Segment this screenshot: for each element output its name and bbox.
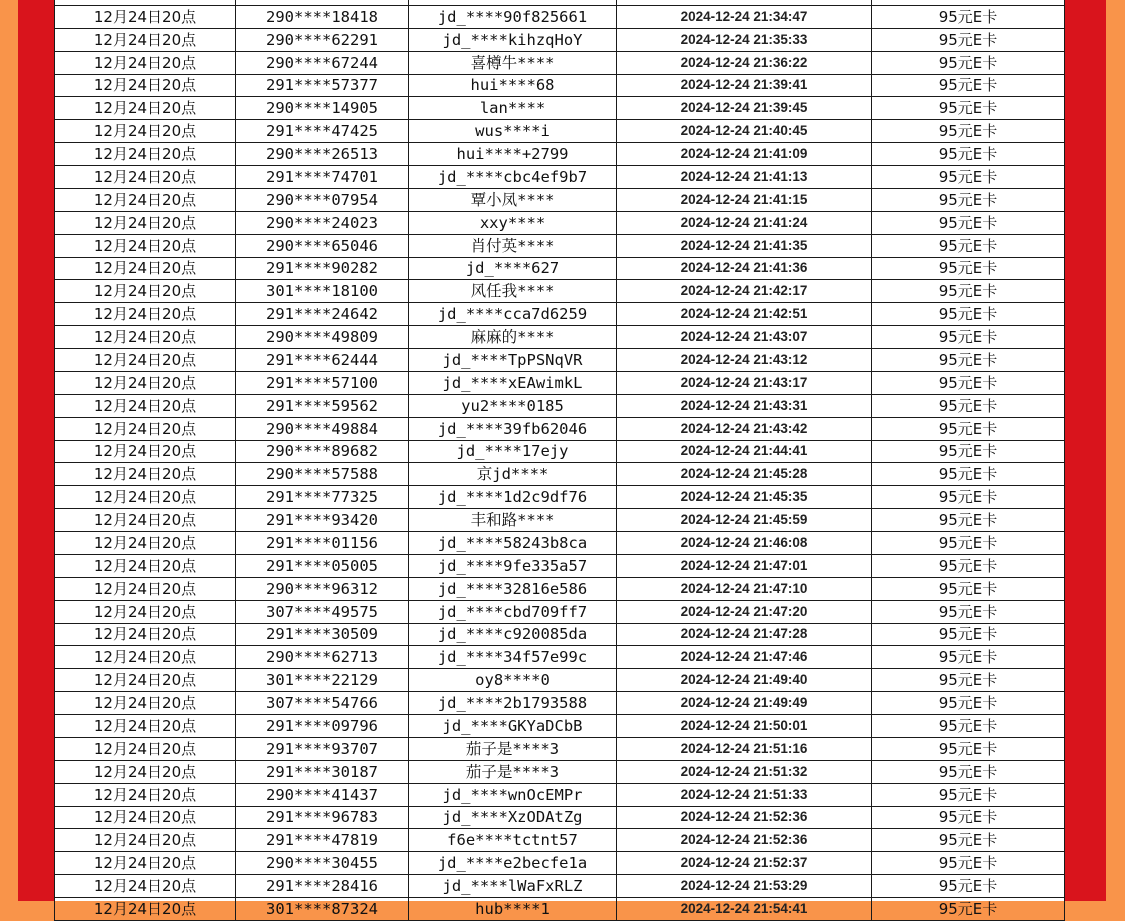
draw-date-cell: 12月24日20点 xyxy=(55,120,236,143)
draw-date-cell: 12月24日20点 xyxy=(55,28,236,51)
draw-date-cell: 12月24日20点 xyxy=(55,188,236,211)
table-row xyxy=(55,669,1065,692)
win-time-cell: 2024-12-24 21:39:41 xyxy=(617,74,872,97)
draw-date-cell: 12月24日20点 xyxy=(55,715,236,738)
username-cell: hui****+2799 xyxy=(409,143,617,166)
table-row xyxy=(55,486,1065,509)
win-time-cell: 2024-12-24 21:47:20 xyxy=(617,600,872,623)
username-cell: jd_****17ejy xyxy=(409,440,617,463)
phone-cell: 291****62444 xyxy=(236,349,409,372)
win-time-cell: 2024-12-24 21:39:45 xyxy=(617,97,872,120)
win-time-cell: 2024-12-24 21:52:37 xyxy=(617,852,872,875)
table-row xyxy=(55,143,1065,166)
phone-cell: 290****49809 xyxy=(236,326,409,349)
draw-date-cell: 12月24日20点 xyxy=(55,532,236,555)
username-cell: jd_****lWaFxRLZ xyxy=(409,875,617,898)
username-cell: 风任我**** xyxy=(409,280,617,303)
win-time-cell: 2024-12-24 21:35:33 xyxy=(617,28,872,51)
username-cell: xxy**** xyxy=(409,211,617,234)
win-time-cell: 2024-12-24 21:50:01 xyxy=(617,715,872,738)
win-time-cell: 2024-12-24 21:53:29 xyxy=(617,875,872,898)
username-cell: wus****i xyxy=(409,120,617,143)
username-cell: jd_****9fe335a57 xyxy=(409,554,617,577)
prize-cell: 95元E卡 xyxy=(872,760,1065,783)
username-cell: jd_****cbc4ef9b7 xyxy=(409,166,617,189)
win-time-cell: 2024-12-24 21:51:16 xyxy=(617,737,872,760)
prize-cell: 95元E卡 xyxy=(872,120,1065,143)
prize-cell: 95元E卡 xyxy=(872,669,1065,692)
prize-cell: 95元E卡 xyxy=(872,623,1065,646)
phone-cell: 307****49575 xyxy=(236,600,409,623)
win-time-cell: 2024-12-24 21:52:36 xyxy=(617,829,872,852)
draw-date-cell: 12月24日20点 xyxy=(55,303,236,326)
draw-date-cell: 12月24日20点 xyxy=(55,669,236,692)
table-row xyxy=(55,28,1065,51)
win-time-cell: 2024-12-24 21:46:08 xyxy=(617,532,872,555)
table-row xyxy=(55,806,1065,829)
draw-date-cell: 12月24日20点 xyxy=(55,737,236,760)
phone-cell: 291****57100 xyxy=(236,371,409,394)
winner-table xyxy=(54,0,1065,921)
prize-cell: 95元E卡 xyxy=(872,646,1065,669)
prize-cell: 95元E卡 xyxy=(872,440,1065,463)
username-cell: jd_****kihzqHoY xyxy=(409,28,617,51)
prize-cell: 95元E卡 xyxy=(872,28,1065,51)
draw-date-cell: 12月24日20点 xyxy=(55,166,236,189)
table-row xyxy=(55,326,1065,349)
draw-date-cell: 12月24日20点 xyxy=(55,51,236,74)
username-cell: jd_****c920085da xyxy=(409,623,617,646)
prize-cell: 95元E卡 xyxy=(872,303,1065,326)
prize-cell: 95元E卡 xyxy=(872,852,1065,875)
draw-date-cell: 12月24日20点 xyxy=(55,509,236,532)
table-row xyxy=(55,852,1065,875)
table-row xyxy=(55,97,1065,120)
prize-cell: 95元E卡 xyxy=(872,577,1065,600)
win-time-cell: 2024-12-24 21:45:28 xyxy=(617,463,872,486)
phone-cell: 290****65046 xyxy=(236,234,409,257)
phone-cell: 290****89682 xyxy=(236,440,409,463)
win-time-cell: 2024-12-24 21:42:17 xyxy=(617,280,872,303)
prize-cell: 95元E卡 xyxy=(872,74,1065,97)
win-time-cell: 2024-12-24 21:43:17 xyxy=(617,371,872,394)
username-cell: jd_****cca7d6259 xyxy=(409,303,617,326)
prize-cell: 95元E卡 xyxy=(872,257,1065,280)
username-cell: jd_****39fb62046 xyxy=(409,417,617,440)
phone-cell: 291****57377 xyxy=(236,74,409,97)
phone-cell: 291****30509 xyxy=(236,623,409,646)
username-cell: jd_****90f825661 xyxy=(409,5,617,28)
prize-cell: 95元E卡 xyxy=(872,463,1065,486)
table-row xyxy=(55,554,1065,577)
win-time-cell: 2024-12-24 21:34:47 xyxy=(617,5,872,28)
draw-date-cell: 12月24日20点 xyxy=(55,806,236,829)
username-cell: 覃小凤**** xyxy=(409,188,617,211)
table-row xyxy=(55,898,1065,921)
table-row xyxy=(55,440,1065,463)
phone-cell: 301****22129 xyxy=(236,669,409,692)
username-cell: jd_****TpPSNqVR xyxy=(409,349,617,372)
table-row xyxy=(55,51,1065,74)
win-time-cell: 2024-12-24 21:47:10 xyxy=(617,577,872,600)
phone-cell: 290****62713 xyxy=(236,646,409,669)
username-cell: 茄子是****3 xyxy=(409,737,617,760)
phone-cell: 301****18100 xyxy=(236,280,409,303)
prize-cell: 95元E卡 xyxy=(872,783,1065,806)
prize-cell: 95元E卡 xyxy=(872,326,1065,349)
win-time-cell: 2024-12-24 21:41:35 xyxy=(617,234,872,257)
username-cell: 肖付英**** xyxy=(409,234,617,257)
win-time-cell: 2024-12-24 21:45:59 xyxy=(617,509,872,532)
table-row xyxy=(55,463,1065,486)
win-time-cell: 2024-12-24 21:41:36 xyxy=(617,257,872,280)
draw-date-cell: 12月24日20点 xyxy=(55,875,236,898)
table-row xyxy=(55,394,1065,417)
draw-date-cell: 12月24日20点 xyxy=(55,257,236,280)
table-row xyxy=(55,5,1065,28)
win-time-cell: 2024-12-24 21:52:36 xyxy=(617,806,872,829)
prize-cell: 95元E卡 xyxy=(872,188,1065,211)
phone-cell: 290****57588 xyxy=(236,463,409,486)
draw-date-cell: 12月24日20点 xyxy=(55,623,236,646)
win-time-cell: 2024-12-24 21:43:31 xyxy=(617,394,872,417)
win-time-cell: 2024-12-24 21:49:49 xyxy=(617,692,872,715)
phone-cell: 290****96312 xyxy=(236,577,409,600)
table-row xyxy=(55,737,1065,760)
phone-cell: 291****24642 xyxy=(236,303,409,326)
prize-cell: 95元E卡 xyxy=(872,875,1065,898)
win-time-cell: 2024-12-24 21:49:40 xyxy=(617,669,872,692)
username-cell: 麻麻的**** xyxy=(409,326,617,349)
prize-cell: 95元E卡 xyxy=(872,371,1065,394)
prize-cell: 95元E卡 xyxy=(872,486,1065,509)
draw-date-cell: 12月24日20点 xyxy=(55,554,236,577)
phone-cell: 290****30455 xyxy=(236,852,409,875)
phone-cell: 290****26513 xyxy=(236,143,409,166)
prize-cell: 95元E卡 xyxy=(872,166,1065,189)
winner-list-sheet xyxy=(54,0,1064,918)
phone-cell: 291****74701 xyxy=(236,166,409,189)
prize-cell: 95元E卡 xyxy=(872,898,1065,921)
username-cell: hui****68 xyxy=(409,74,617,97)
draw-date-cell: 12月24日20点 xyxy=(55,349,236,372)
prize-cell: 95元E卡 xyxy=(872,509,1065,532)
phone-cell: 291****05005 xyxy=(236,554,409,577)
win-time-cell: 2024-12-24 21:43:07 xyxy=(617,326,872,349)
prize-cell: 95元E卡 xyxy=(872,280,1065,303)
draw-date-cell: 12月24日20点 xyxy=(55,74,236,97)
win-time-cell: 2024-12-24 21:41:15 xyxy=(617,188,872,211)
username-cell: jd_****627 xyxy=(409,257,617,280)
table-row xyxy=(55,303,1065,326)
table-row xyxy=(55,875,1065,898)
prize-cell: 95元E卡 xyxy=(872,692,1065,715)
username-cell: hub****1 xyxy=(409,898,617,921)
table-row xyxy=(55,120,1065,143)
prize-cell: 95元E卡 xyxy=(872,715,1065,738)
draw-date-cell: 12月24日20点 xyxy=(55,486,236,509)
table-row xyxy=(55,257,1065,280)
draw-date-cell: 12月24日20点 xyxy=(55,211,236,234)
table-row xyxy=(55,692,1065,715)
phone-cell: 291****93707 xyxy=(236,737,409,760)
draw-date-cell: 12月24日20点 xyxy=(55,646,236,669)
table-row xyxy=(55,417,1065,440)
win-time-cell: 2024-12-24 21:47:01 xyxy=(617,554,872,577)
win-time-cell: 2024-12-24 21:43:12 xyxy=(617,349,872,372)
table-row xyxy=(55,532,1065,555)
username-cell: jd_****XzODAtZg xyxy=(409,806,617,829)
prize-cell: 95元E卡 xyxy=(872,417,1065,440)
phone-cell: 290****14905 xyxy=(236,97,409,120)
table-row xyxy=(55,577,1065,600)
prize-cell: 95元E卡 xyxy=(872,806,1065,829)
draw-date-cell: 12月24日20点 xyxy=(55,898,236,921)
win-time-cell: 2024-12-24 21:41:13 xyxy=(617,166,872,189)
phone-cell: 291****77325 xyxy=(236,486,409,509)
win-time-cell: 2024-12-24 21:47:28 xyxy=(617,623,872,646)
username-cell: 茄子是****3 xyxy=(409,760,617,783)
phone-cell: 291****96783 xyxy=(236,806,409,829)
table-row xyxy=(55,646,1065,669)
win-time-cell: 2024-12-24 21:40:45 xyxy=(617,120,872,143)
phone-cell: 290****49884 xyxy=(236,417,409,440)
prize-cell: 95元E卡 xyxy=(872,600,1065,623)
draw-date-cell: 12月24日20点 xyxy=(55,463,236,486)
username-cell: jd_****cbd709ff7 xyxy=(409,600,617,623)
prize-cell: 95元E卡 xyxy=(872,532,1065,555)
winner-table-body xyxy=(55,0,1065,920)
draw-date-cell: 12月24日20点 xyxy=(55,692,236,715)
username-cell: jd_****58243b8ca xyxy=(409,532,617,555)
phone-cell: 290****41437 xyxy=(236,783,409,806)
draw-date-cell: 12月24日20点 xyxy=(55,234,236,257)
draw-date-cell: 12月24日20点 xyxy=(55,577,236,600)
phone-cell: 291****47819 xyxy=(236,829,409,852)
username-cell: jd_****GKYaDCbB xyxy=(409,715,617,738)
draw-date-cell: 12月24日20点 xyxy=(55,829,236,852)
table-row xyxy=(55,371,1065,394)
phone-cell: 291****93420 xyxy=(236,509,409,532)
prize-cell: 95元E卡 xyxy=(872,97,1065,120)
draw-date-cell: 12月24日20点 xyxy=(55,280,236,303)
phone-cell: 290****18418 xyxy=(236,5,409,28)
username-cell: 京jd**** xyxy=(409,463,617,486)
prize-cell: 95元E卡 xyxy=(872,349,1065,372)
draw-date-cell: 12月24日20点 xyxy=(55,440,236,463)
draw-date-cell: 12月24日20点 xyxy=(55,143,236,166)
table-row xyxy=(55,509,1065,532)
win-time-cell: 2024-12-24 21:36:22 xyxy=(617,51,872,74)
table-row xyxy=(55,188,1065,211)
phone-cell: 291****47425 xyxy=(236,120,409,143)
phone-cell: 301****87324 xyxy=(236,898,409,921)
table-row xyxy=(55,829,1065,852)
win-time-cell: 2024-12-24 21:43:42 xyxy=(617,417,872,440)
username-cell: jd_****e2becfe1a xyxy=(409,852,617,875)
username-cell: jd_****wnOcEMPr xyxy=(409,783,617,806)
phone-cell: 291****90282 xyxy=(236,257,409,280)
prize-cell: 95元E卡 xyxy=(872,143,1065,166)
username-cell: yu2****0185 xyxy=(409,394,617,417)
username-cell: oy8****0 xyxy=(409,669,617,692)
username-cell: jd_****1d2c9df76 xyxy=(409,486,617,509)
phone-cell: 291****30187 xyxy=(236,760,409,783)
draw-date-cell: 12月24日20点 xyxy=(55,5,236,28)
phone-cell: 290****67244 xyxy=(236,51,409,74)
prize-cell: 95元E卡 xyxy=(872,394,1065,417)
username-cell: lan**** xyxy=(409,97,617,120)
phone-cell: 291****01156 xyxy=(236,532,409,555)
username-cell: jd_****34f57e99c xyxy=(409,646,617,669)
username-cell: 喜樽牛**** xyxy=(409,51,617,74)
win-time-cell: 2024-12-24 21:51:33 xyxy=(617,783,872,806)
draw-date-cell: 12月24日20点 xyxy=(55,783,236,806)
prize-cell: 95元E卡 xyxy=(872,829,1065,852)
prize-cell: 95元E卡 xyxy=(872,51,1065,74)
table-row xyxy=(55,74,1065,97)
table-row xyxy=(55,211,1065,234)
prize-cell: 95元E卡 xyxy=(872,737,1065,760)
phone-cell: 307****54766 xyxy=(236,692,409,715)
draw-date-cell: 12月24日20点 xyxy=(55,97,236,120)
win-time-cell: 2024-12-24 21:54:41 xyxy=(617,898,872,921)
username-cell: jd_****32816e586 xyxy=(409,577,617,600)
win-time-cell: 2024-12-24 21:51:32 xyxy=(617,760,872,783)
prize-cell: 95元E卡 xyxy=(872,554,1065,577)
phone-cell: 291****28416 xyxy=(236,875,409,898)
draw-date-cell: 12月24日20点 xyxy=(55,417,236,440)
username-cell: 丰和路**** xyxy=(409,509,617,532)
phone-cell: 291****59562 xyxy=(236,394,409,417)
table-row xyxy=(55,234,1065,257)
username-cell: f6e****tctnt57 xyxy=(409,829,617,852)
username-cell: jd_****xEAwimkL xyxy=(409,371,617,394)
table-row xyxy=(55,600,1065,623)
table-row xyxy=(55,715,1065,738)
draw-date-cell: 12月24日20点 xyxy=(55,326,236,349)
draw-date-cell: 12月24日20点 xyxy=(55,371,236,394)
username-cell: jd_****2b1793588 xyxy=(409,692,617,715)
phone-cell: 290****07954 xyxy=(236,188,409,211)
prize-cell: 95元E卡 xyxy=(872,211,1065,234)
table-row xyxy=(55,760,1065,783)
table-row xyxy=(55,166,1065,189)
prize-cell: 95元E卡 xyxy=(872,234,1065,257)
phone-cell: 290****62291 xyxy=(236,28,409,51)
draw-date-cell: 12月24日20点 xyxy=(55,394,236,417)
phone-cell: 291****09796 xyxy=(236,715,409,738)
table-row xyxy=(55,349,1065,372)
table-row xyxy=(55,280,1065,303)
draw-date-cell: 12月24日20点 xyxy=(55,600,236,623)
prize-cell: 95元E卡 xyxy=(872,5,1065,28)
table-row xyxy=(55,783,1065,806)
win-time-cell: 2024-12-24 21:45:35 xyxy=(617,486,872,509)
win-time-cell: 2024-12-24 21:44:41 xyxy=(617,440,872,463)
win-time-cell: 2024-12-24 21:41:24 xyxy=(617,211,872,234)
draw-date-cell: 12月24日20点 xyxy=(55,852,236,875)
win-time-cell: 2024-12-24 21:41:09 xyxy=(617,143,872,166)
win-time-cell: 2024-12-24 21:47:46 xyxy=(617,646,872,669)
phone-cell: 290****24023 xyxy=(236,211,409,234)
win-time-cell: 2024-12-24 21:42:51 xyxy=(617,303,872,326)
draw-date-cell: 12月24日20点 xyxy=(55,760,236,783)
table-row xyxy=(55,623,1065,646)
